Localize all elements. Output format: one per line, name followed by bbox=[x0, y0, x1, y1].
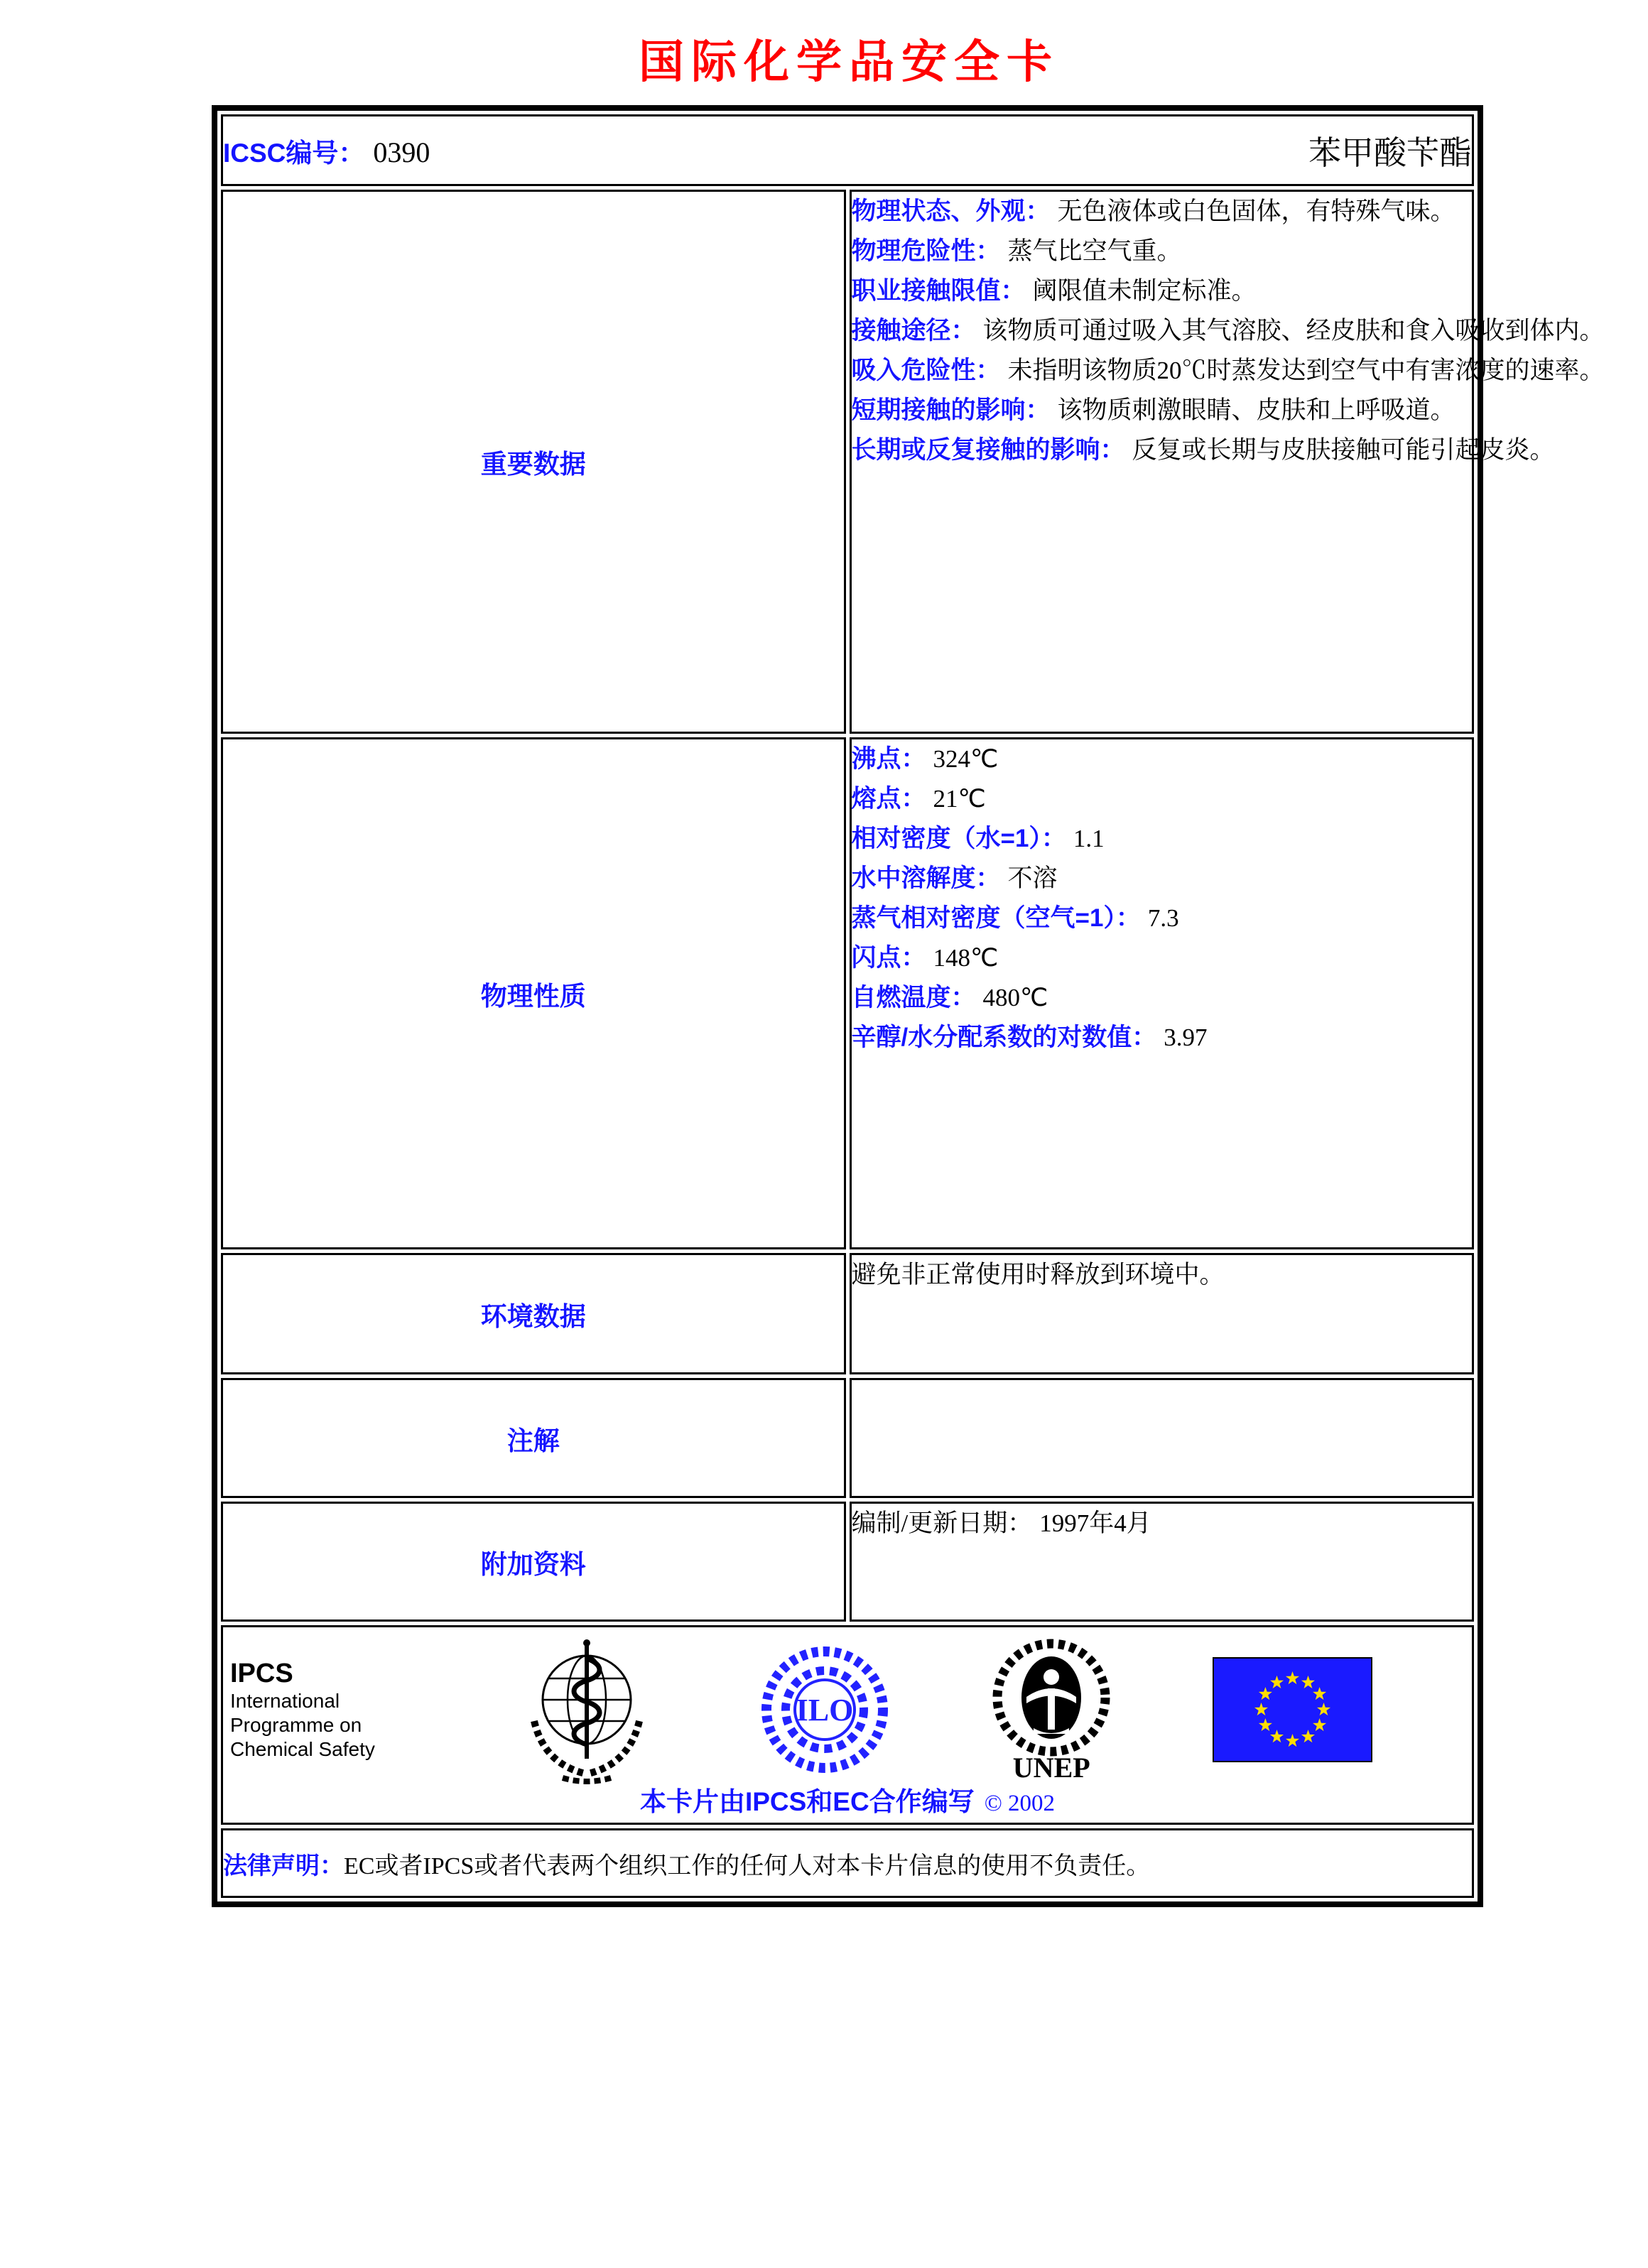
item-value: 480℃ bbox=[982, 984, 1048, 1011]
important-item bbox=[852, 271, 1473, 311]
item-value: 反复或长期与皮肤接触可能引起皮炎。 bbox=[1132, 436, 1555, 464]
unep-emblem-icon bbox=[991, 1637, 1112, 1758]
legal-statement bbox=[223, 1846, 1472, 1881]
item-label: 熔点： bbox=[851, 785, 926, 813]
item-label: 自燃温度： bbox=[851, 984, 976, 1011]
ipcs-line: Chemical Safety bbox=[230, 1738, 375, 1760]
important-data-content-cell bbox=[850, 190, 1605, 734]
physical-properties-row bbox=[221, 737, 1474, 1249]
important-data-row-label: 重要数据 bbox=[480, 450, 586, 479]
item-label: 职业接触限值： bbox=[851, 277, 1026, 305]
physical-properties-content-cell bbox=[850, 737, 1475, 1249]
important-item bbox=[851, 430, 1555, 470]
additional-info-label-cell bbox=[221, 1502, 846, 1622]
header-cell bbox=[221, 114, 1474, 186]
environmental-data-row bbox=[221, 1253, 1474, 1374]
notes-row bbox=[221, 1378, 1474, 1498]
ipcs-acronym: IPCS bbox=[230, 1659, 293, 1688]
environmental-text bbox=[852, 1255, 1473, 1295]
logos-strip bbox=[223, 1627, 1472, 1785]
page-title: 国际化学品安全卡 bbox=[639, 37, 1059, 87]
item-label: 长期或反复接触的影响： bbox=[851, 436, 1125, 464]
item-label: 辛醇/水分配系数的对数值： bbox=[851, 1024, 1157, 1051]
notes-content-cell bbox=[850, 1378, 1475, 1498]
physical-item bbox=[852, 978, 1473, 1018]
physical-item bbox=[852, 1018, 1473, 1058]
copyright-text: © 2002 bbox=[984, 1791, 1056, 1816]
item-value: 1997年4月 bbox=[1039, 1509, 1151, 1537]
item-value: 324℃ bbox=[933, 745, 999, 773]
item-value: 避免非正常使用时释放到环境中。 bbox=[851, 1261, 1225, 1288]
physical-item bbox=[852, 938, 1473, 978]
chemical-name: 苯甲酸苄酯 bbox=[1308, 134, 1472, 171]
physical-item bbox=[852, 859, 1473, 899]
physical-item bbox=[852, 899, 1473, 938]
item-label: 吸入危险性： bbox=[851, 357, 1001, 384]
unep-logo bbox=[991, 1637, 1112, 1782]
environmental-data-label-cell bbox=[221, 1253, 846, 1374]
item-value: 蒸气比空气重。 bbox=[1007, 237, 1182, 265]
who-logo bbox=[516, 1634, 658, 1785]
header-content bbox=[223, 127, 1472, 174]
item-value: 阈限值未制定标准。 bbox=[1032, 277, 1257, 305]
item-label: 短期接触的影响： bbox=[851, 396, 1051, 424]
important-data-row bbox=[221, 190, 1474, 734]
header-row bbox=[221, 114, 1474, 186]
physical-item bbox=[852, 819, 1473, 859]
notes-label-cell bbox=[221, 1378, 846, 1498]
eu-flag bbox=[1213, 1657, 1372, 1762]
item-label: 物理状态、外观： bbox=[851, 197, 1051, 225]
eu-flag-icon bbox=[1213, 1657, 1372, 1762]
item-label: 沸点： bbox=[851, 745, 926, 773]
ipcs-line: International bbox=[230, 1690, 340, 1712]
item-label: 接触途径： bbox=[851, 317, 976, 344]
item-value: 该物质可通过吸入其气溶胶、经皮肤和食入吸收到体内。 bbox=[982, 317, 1605, 344]
legal-label: 法律声明： bbox=[223, 1852, 344, 1879]
logos-row bbox=[221, 1625, 1474, 1825]
legal-cell bbox=[221, 1828, 1474, 1898]
environmental-data-content-cell bbox=[850, 1253, 1475, 1374]
item-label: 物理危险性： bbox=[851, 237, 1001, 265]
item-value: 不溶 bbox=[1007, 864, 1058, 892]
item-label: 水中溶解度： bbox=[851, 864, 1001, 892]
additional-info-row-label: 附加资料 bbox=[480, 1549, 586, 1579]
icsc-number-group bbox=[223, 131, 430, 170]
item-label: 闪点： bbox=[851, 944, 926, 972]
environmental-data-row-label: 环境数据 bbox=[480, 1301, 586, 1331]
item-label: 蒸气相对密度（空气=1）： bbox=[851, 904, 1141, 932]
who-emblem-icon bbox=[516, 1634, 658, 1785]
physical-item bbox=[852, 739, 1473, 779]
item-value: 148℃ bbox=[933, 944, 999, 972]
ipcs-text-block bbox=[230, 1658, 415, 1762]
legal-row bbox=[221, 1828, 1474, 1898]
ilo-emblem-icon bbox=[759, 1639, 891, 1781]
icsc-number-label: ICSC编号： bbox=[223, 138, 365, 168]
physical-properties-row-label: 物理性质 bbox=[480, 981, 586, 1011]
credit-line bbox=[223, 1780, 1472, 1818]
important-item bbox=[851, 311, 1605, 351]
item-label: 相对密度（水=1）： bbox=[851, 825, 1066, 852]
notes-row-label: 注解 bbox=[506, 1426, 560, 1455]
item-value: 1.1 bbox=[1073, 825, 1105, 852]
physical-item bbox=[852, 779, 1473, 819]
legal-text: EC或者IPCS或者代表两个组织工作的任何人对本卡片信息的使用不负责任。 bbox=[344, 1852, 1151, 1879]
item-label: 编制/更新日期： bbox=[851, 1509, 1033, 1537]
important-item bbox=[852, 232, 1473, 271]
important-data-label-cell bbox=[221, 190, 846, 734]
logos-cell bbox=[221, 1625, 1474, 1825]
item-value: 未指明该物质20℃时蒸发达到空气中有害浓度的速率。 bbox=[1007, 357, 1605, 384]
item-value: 3.97 bbox=[1164, 1024, 1208, 1051]
important-item bbox=[851, 351, 1605, 391]
additional-info-content-cell bbox=[850, 1502, 1475, 1622]
item-value: 无色液体或白色固体，有特殊气味。 bbox=[1057, 197, 1455, 225]
icsc-card-table bbox=[212, 105, 1605, 1907]
item-value: 7.3 bbox=[1147, 904, 1179, 932]
important-item bbox=[852, 192, 1473, 232]
important-item bbox=[852, 391, 1473, 430]
icsc-number-value: 0390 bbox=[373, 136, 430, 168]
physical-properties-label-cell bbox=[221, 737, 846, 1249]
item-value: 21℃ bbox=[933, 785, 986, 813]
update-date bbox=[852, 1504, 1473, 1543]
credit-text: 本卡片由IPCS和EC合作编写 bbox=[639, 1787, 975, 1816]
ilo-logo bbox=[759, 1639, 891, 1781]
additional-info-row bbox=[221, 1502, 1474, 1622]
unep-wordmark: UNEP bbox=[1012, 1752, 1090, 1784]
ipcs-line: Programme on bbox=[230, 1714, 362, 1736]
ilo-letters: ILO bbox=[796, 1693, 853, 1727]
item-value: 该物质刺激眼睛、皮肤和上呼吸道。 bbox=[1057, 396, 1455, 424]
